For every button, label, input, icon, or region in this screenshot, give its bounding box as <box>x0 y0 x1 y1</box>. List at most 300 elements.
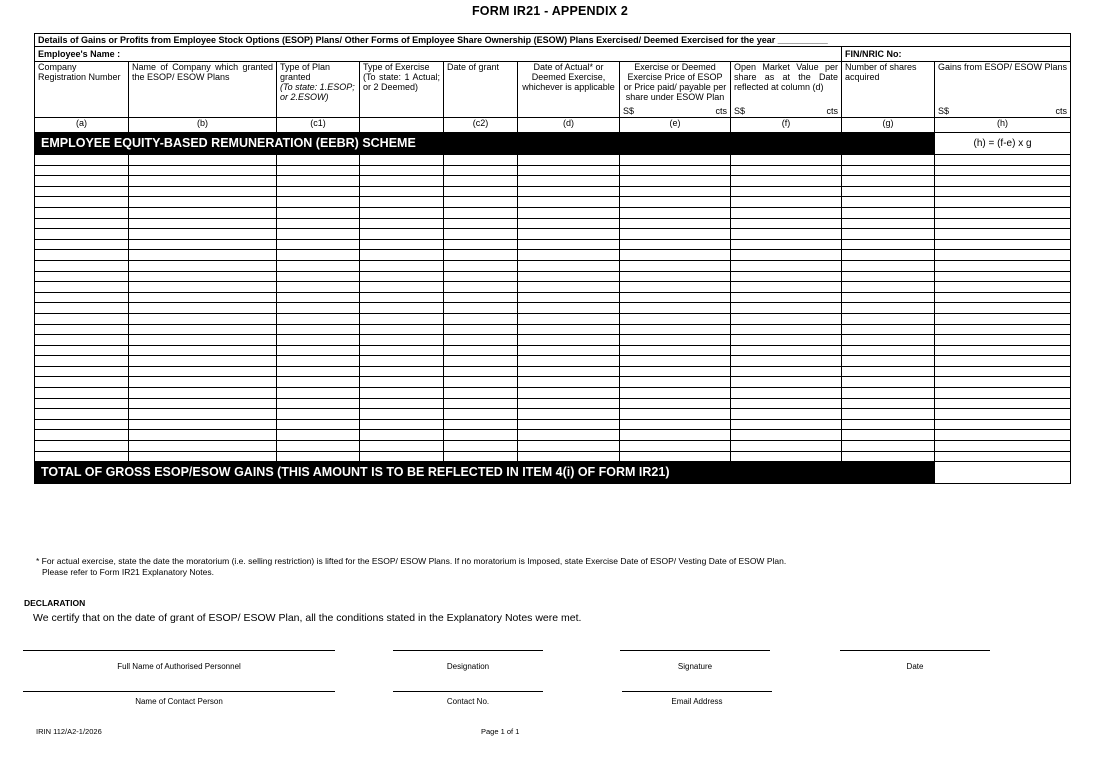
entry-cell[interactable] <box>277 303 360 314</box>
entry-cell[interactable] <box>842 430 935 441</box>
entry-cell[interactable] <box>518 335 620 346</box>
entry-cell[interactable] <box>842 441 935 452</box>
entry-cell[interactable] <box>35 165 129 176</box>
email-line[interactable] <box>622 691 772 692</box>
entry-cell[interactable] <box>842 398 935 409</box>
entry-cell[interactable] <box>277 377 360 388</box>
entry-cell[interactable] <box>277 441 360 452</box>
entry-cell[interactable] <box>277 197 360 208</box>
entry-cell[interactable] <box>444 165 518 176</box>
entry-cell[interactable] <box>35 239 129 250</box>
entry-cell[interactable] <box>842 303 935 314</box>
entry-cell[interactable] <box>35 398 129 409</box>
entry-cell[interactable] <box>620 430 731 441</box>
entry-cell[interactable] <box>444 229 518 240</box>
entry-cell[interactable] <box>842 366 935 377</box>
entry-cell[interactable] <box>129 239 277 250</box>
entry-cell[interactable] <box>35 176 129 187</box>
entry-cell[interactable] <box>935 239 1071 250</box>
entry-cell[interactable] <box>731 155 842 166</box>
entry-cell[interactable] <box>129 313 277 324</box>
entry-cell[interactable] <box>360 419 444 430</box>
entry-cell[interactable] <box>444 366 518 377</box>
entry-cell[interactable] <box>731 250 842 261</box>
entry-cell[interactable] <box>842 207 935 218</box>
entry-cell[interactable] <box>935 451 1071 462</box>
entry-cell[interactable] <box>731 324 842 335</box>
entry-cell[interactable] <box>518 186 620 197</box>
entry-cell[interactable] <box>731 388 842 399</box>
entry-cell[interactable] <box>129 345 277 356</box>
entry-cell[interactable] <box>360 197 444 208</box>
entry-cell[interactable] <box>935 366 1071 377</box>
entry-cell[interactable] <box>277 366 360 377</box>
entry-cell[interactable] <box>620 207 731 218</box>
entry-cell[interactable] <box>731 441 842 452</box>
entry-cell[interactable] <box>620 366 731 377</box>
entry-cell[interactable] <box>842 218 935 229</box>
entry-cell[interactable] <box>35 441 129 452</box>
contact-no-line[interactable] <box>393 691 543 692</box>
entry-cell[interactable] <box>360 155 444 166</box>
entry-cell[interactable] <box>935 303 1071 314</box>
entry-cell[interactable] <box>277 398 360 409</box>
entry-cell[interactable] <box>620 345 731 356</box>
entry-cell[interactable] <box>129 218 277 229</box>
entry-cell[interactable] <box>518 324 620 335</box>
entry-cell[interactable] <box>444 451 518 462</box>
entry-cell[interactable] <box>444 324 518 335</box>
entry-cell[interactable] <box>129 229 277 240</box>
entry-cell[interactable] <box>518 250 620 261</box>
entry-cell[interactable] <box>277 260 360 271</box>
entry-cell[interactable] <box>842 313 935 324</box>
entry-cell[interactable] <box>518 282 620 293</box>
entry-cell[interactable] <box>35 260 129 271</box>
entry-cell[interactable] <box>129 356 277 367</box>
entry-cell[interactable] <box>518 155 620 166</box>
entry-cell[interactable] <box>277 229 360 240</box>
entry-cell[interactable] <box>360 324 444 335</box>
entry-cell[interactable] <box>360 303 444 314</box>
entry-cell[interactable] <box>360 229 444 240</box>
entry-cell[interactable] <box>620 260 731 271</box>
entry-cell[interactable] <box>277 409 360 420</box>
entry-cell[interactable] <box>35 313 129 324</box>
entry-cell[interactable] <box>842 229 935 240</box>
entry-cell[interactable] <box>444 260 518 271</box>
entry-cell[interactable] <box>35 197 129 208</box>
entry-cell[interactable] <box>731 366 842 377</box>
entry-cell[interactable] <box>360 165 444 176</box>
entry-cell[interactable] <box>620 335 731 346</box>
entry-cell[interactable] <box>935 345 1071 356</box>
entry-cell[interactable] <box>360 176 444 187</box>
entry-cell[interactable] <box>620 324 731 335</box>
entry-cell[interactable] <box>935 250 1071 261</box>
entry-cell[interactable] <box>518 260 620 271</box>
entry-cell[interactable] <box>935 260 1071 271</box>
entry-cell[interactable] <box>129 260 277 271</box>
entry-cell[interactable] <box>935 409 1071 420</box>
entry-cell[interactable] <box>620 441 731 452</box>
entry-cell[interactable] <box>620 229 731 240</box>
entry-cell[interactable] <box>731 165 842 176</box>
entry-cell[interactable] <box>842 176 935 187</box>
entry-cell[interactable] <box>360 356 444 367</box>
entry-cell[interactable] <box>277 282 360 293</box>
entry-cell[interactable] <box>620 409 731 420</box>
entry-cell[interactable] <box>620 377 731 388</box>
entry-cell[interactable] <box>620 186 731 197</box>
entry-cell[interactable] <box>129 271 277 282</box>
entry-cell[interactable] <box>620 388 731 399</box>
full-name-line[interactable] <box>23 650 335 651</box>
entry-cell[interactable] <box>935 186 1071 197</box>
entry-cell[interactable] <box>842 356 935 367</box>
entry-cell[interactable] <box>277 155 360 166</box>
entry-cell[interactable] <box>518 441 620 452</box>
entry-cell[interactable] <box>35 356 129 367</box>
entry-cell[interactable] <box>129 197 277 208</box>
entry-cell[interactable] <box>35 324 129 335</box>
contact-person-line[interactable] <box>23 691 335 692</box>
entry-cell[interactable] <box>129 324 277 335</box>
entry-cell[interactable] <box>620 197 731 208</box>
entry-cell[interactable] <box>444 356 518 367</box>
entry-cell[interactable] <box>518 366 620 377</box>
entry-cell[interactable] <box>277 313 360 324</box>
entry-cell[interactable] <box>842 260 935 271</box>
entry-cell[interactable] <box>518 207 620 218</box>
entry-cell[interactable] <box>35 345 129 356</box>
entry-cell[interactable] <box>35 207 129 218</box>
entry-cell[interactable] <box>360 398 444 409</box>
entry-cell[interactable] <box>35 155 129 166</box>
entry-cell[interactable] <box>935 165 1071 176</box>
entry-cell[interactable] <box>518 176 620 187</box>
entry-cell[interactable] <box>620 356 731 367</box>
entry-cell[interactable] <box>444 398 518 409</box>
entry-cell[interactable] <box>935 292 1071 303</box>
entry-cell[interactable] <box>620 313 731 324</box>
entry-cell[interactable] <box>444 155 518 166</box>
date-line[interactable] <box>840 650 990 651</box>
entry-cell[interactable] <box>35 186 129 197</box>
entry-cell[interactable] <box>731 356 842 367</box>
entry-cell[interactable] <box>277 324 360 335</box>
entry-cell[interactable] <box>731 430 842 441</box>
entry-cell[interactable] <box>620 451 731 462</box>
entry-cell[interactable] <box>620 218 731 229</box>
entry-cell[interactable] <box>360 282 444 293</box>
entry-cell[interactable] <box>129 207 277 218</box>
entry-cell[interactable] <box>277 419 360 430</box>
entry-cell[interactable] <box>444 282 518 293</box>
entry-cell[interactable] <box>731 398 842 409</box>
entry-cell[interactable] <box>935 388 1071 399</box>
entry-cell[interactable] <box>935 155 1071 166</box>
entry-cell[interactable] <box>518 271 620 282</box>
entry-cell[interactable] <box>277 239 360 250</box>
entry-cell[interactable] <box>935 197 1071 208</box>
entry-cell[interactable] <box>518 229 620 240</box>
entry-cell[interactable] <box>518 345 620 356</box>
entry-cell[interactable] <box>35 250 129 261</box>
entry-cell[interactable] <box>935 218 1071 229</box>
entry-cell[interactable] <box>277 430 360 441</box>
entry-cell[interactable] <box>518 218 620 229</box>
entry-cell[interactable] <box>935 313 1071 324</box>
entry-cell[interactable] <box>360 271 444 282</box>
entry-cell[interactable] <box>620 176 731 187</box>
entry-cell[interactable] <box>518 377 620 388</box>
entry-cell[interactable] <box>731 345 842 356</box>
entry-cell[interactable] <box>731 218 842 229</box>
entry-cell[interactable] <box>277 218 360 229</box>
entry-cell[interactable] <box>444 335 518 346</box>
entry-cell[interactable] <box>360 239 444 250</box>
entry-cell[interactable] <box>129 282 277 293</box>
entry-cell[interactable] <box>518 303 620 314</box>
entry-cell[interactable] <box>842 335 935 346</box>
entry-cell[interactable] <box>518 292 620 303</box>
entry-cell[interactable] <box>35 292 129 303</box>
entry-cell[interactable] <box>129 335 277 346</box>
entry-cell[interactable] <box>731 186 842 197</box>
entry-cell[interactable] <box>277 356 360 367</box>
entry-cell[interactable] <box>129 441 277 452</box>
entry-cell[interactable] <box>35 335 129 346</box>
entry-cell[interactable] <box>731 176 842 187</box>
entry-cell[interactable] <box>620 292 731 303</box>
entry-cell[interactable] <box>518 239 620 250</box>
entry-cell[interactable] <box>277 186 360 197</box>
entry-cell[interactable] <box>360 207 444 218</box>
entry-cell[interactable] <box>444 388 518 399</box>
entry-cell[interactable] <box>444 430 518 441</box>
entry-cell[interactable] <box>129 451 277 462</box>
entry-cell[interactable] <box>444 419 518 430</box>
entry-cell[interactable] <box>731 303 842 314</box>
entry-cell[interactable] <box>360 250 444 261</box>
entry-cell[interactable] <box>620 250 731 261</box>
entry-cell[interactable] <box>518 313 620 324</box>
entry-cell[interactable] <box>842 388 935 399</box>
entry-cell[interactable] <box>444 186 518 197</box>
entry-cell[interactable] <box>731 377 842 388</box>
entry-cell[interactable] <box>35 366 129 377</box>
entry-cell[interactable] <box>935 356 1071 367</box>
entry-cell[interactable] <box>518 419 620 430</box>
entry-cell[interactable] <box>731 409 842 420</box>
entry-cell[interactable] <box>35 451 129 462</box>
entry-cell[interactable] <box>935 430 1071 441</box>
entry-cell[interactable] <box>360 388 444 399</box>
entry-cell[interactable] <box>731 313 842 324</box>
entry-cell[interactable] <box>518 388 620 399</box>
entry-cell[interactable] <box>277 250 360 261</box>
entry-cell[interactable] <box>518 451 620 462</box>
entry-cell[interactable] <box>129 430 277 441</box>
entry-cell[interactable] <box>129 155 277 166</box>
entry-cell[interactable] <box>360 313 444 324</box>
entry-cell[interactable] <box>129 388 277 399</box>
entry-cell[interactable] <box>620 282 731 293</box>
entry-cell[interactable] <box>518 197 620 208</box>
entry-cell[interactable] <box>444 197 518 208</box>
entry-cell[interactable] <box>935 282 1071 293</box>
entry-cell[interactable] <box>277 451 360 462</box>
entry-cell[interactable] <box>935 176 1071 187</box>
entry-cell[interactable] <box>842 377 935 388</box>
signature-line[interactable] <box>620 650 770 651</box>
entry-cell[interactable] <box>842 165 935 176</box>
entry-cell[interactable] <box>731 197 842 208</box>
entry-cell[interactable] <box>444 239 518 250</box>
entry-cell[interactable] <box>842 324 935 335</box>
entry-cell[interactable] <box>129 409 277 420</box>
entry-cell[interactable] <box>935 377 1071 388</box>
entry-cell[interactable] <box>129 398 277 409</box>
employee-name-field[interactable]: Employee's Name : <box>35 47 842 62</box>
entry-cell[interactable] <box>444 409 518 420</box>
entry-cell[interactable] <box>360 409 444 420</box>
entry-cell[interactable] <box>731 335 842 346</box>
entry-cell[interactable] <box>935 419 1071 430</box>
entry-cell[interactable] <box>129 303 277 314</box>
entry-cell[interactable] <box>731 451 842 462</box>
entry-cell[interactable] <box>842 197 935 208</box>
entry-cell[interactable] <box>360 366 444 377</box>
entry-cell[interactable] <box>935 324 1071 335</box>
entry-cell[interactable] <box>731 271 842 282</box>
entry-cell[interactable] <box>360 335 444 346</box>
entry-cell[interactable] <box>935 441 1071 452</box>
entry-cell[interactable] <box>620 271 731 282</box>
entry-cell[interactable] <box>935 207 1071 218</box>
entry-cell[interactable] <box>360 430 444 441</box>
entry-cell[interactable] <box>360 186 444 197</box>
entry-cell[interactable] <box>518 398 620 409</box>
entry-cell[interactable] <box>129 419 277 430</box>
entry-cell[interactable] <box>35 430 129 441</box>
entry-cell[interactable] <box>360 218 444 229</box>
entry-cell[interactable] <box>842 250 935 261</box>
entry-cell[interactable] <box>444 377 518 388</box>
entry-cell[interactable] <box>620 398 731 409</box>
entry-cell[interactable] <box>935 271 1071 282</box>
entry-cell[interactable] <box>620 303 731 314</box>
entry-cell[interactable] <box>444 176 518 187</box>
entry-cell[interactable] <box>444 207 518 218</box>
entry-cell[interactable] <box>129 377 277 388</box>
entry-cell[interactable] <box>842 345 935 356</box>
entry-cell[interactable] <box>842 155 935 166</box>
entry-cell[interactable] <box>360 345 444 356</box>
entry-cell[interactable] <box>842 292 935 303</box>
designation-line[interactable] <box>393 650 543 651</box>
entry-cell[interactable] <box>731 260 842 271</box>
entry-cell[interactable] <box>842 451 935 462</box>
entry-cell[interactable] <box>35 282 129 293</box>
entry-cell[interactable] <box>444 250 518 261</box>
entry-cell[interactable] <box>444 292 518 303</box>
entry-cell[interactable] <box>842 239 935 250</box>
entry-cell[interactable] <box>277 292 360 303</box>
entry-cell[interactable] <box>620 155 731 166</box>
entry-cell[interactable] <box>129 292 277 303</box>
entry-cell[interactable] <box>129 250 277 261</box>
entry-cell[interactable] <box>35 388 129 399</box>
entry-cell[interactable] <box>35 377 129 388</box>
entry-cell[interactable] <box>444 271 518 282</box>
entry-cell[interactable] <box>277 271 360 282</box>
entry-cell[interactable] <box>731 419 842 430</box>
entry-cell[interactable] <box>360 451 444 462</box>
entry-cell[interactable] <box>277 207 360 218</box>
entry-cell[interactable] <box>620 239 731 250</box>
entry-cell[interactable] <box>129 165 277 176</box>
entry-cell[interactable] <box>518 165 620 176</box>
entry-cell[interactable] <box>731 239 842 250</box>
entry-cell[interactable] <box>277 345 360 356</box>
entry-cell[interactable] <box>35 409 129 420</box>
entry-cell[interactable] <box>842 282 935 293</box>
entry-cell[interactable] <box>731 282 842 293</box>
entry-cell[interactable] <box>842 271 935 282</box>
fin-nric-field[interactable]: FIN/NRIC No: <box>842 47 1071 62</box>
entry-cell[interactable] <box>518 356 620 367</box>
entry-cell[interactable] <box>935 229 1071 240</box>
entry-cell[interactable] <box>35 229 129 240</box>
entry-cell[interactable] <box>444 313 518 324</box>
entry-cell[interactable] <box>731 292 842 303</box>
entry-cell[interactable] <box>518 409 620 420</box>
entry-cell[interactable] <box>731 207 842 218</box>
entry-cell[interactable] <box>129 176 277 187</box>
entry-cell[interactable] <box>842 419 935 430</box>
entry-cell[interactable] <box>731 229 842 240</box>
entry-cell[interactable] <box>360 260 444 271</box>
entry-cell[interactable] <box>620 419 731 430</box>
total-gains-cell[interactable] <box>935 462 1071 484</box>
entry-cell[interactable] <box>360 377 444 388</box>
entry-cell[interactable] <box>35 303 129 314</box>
entry-cell[interactable] <box>620 165 731 176</box>
entry-cell[interactable] <box>842 186 935 197</box>
entry-cell[interactable] <box>360 292 444 303</box>
entry-cell[interactable] <box>935 335 1071 346</box>
entry-cell[interactable] <box>935 398 1071 409</box>
entry-cell[interactable] <box>444 303 518 314</box>
entry-cell[interactable] <box>35 271 129 282</box>
entry-cell[interactable] <box>444 345 518 356</box>
entry-cell[interactable] <box>277 335 360 346</box>
entry-cell[interactable] <box>360 441 444 452</box>
entry-cell[interactable] <box>518 430 620 441</box>
entry-cell[interactable] <box>277 165 360 176</box>
entry-cell[interactable] <box>444 441 518 452</box>
entry-cell[interactable] <box>277 176 360 187</box>
entry-cell[interactable] <box>35 419 129 430</box>
entry-cell[interactable] <box>35 218 129 229</box>
entry-cell[interactable] <box>842 409 935 420</box>
entry-cell[interactable] <box>277 388 360 399</box>
entry-cell[interactable] <box>129 366 277 377</box>
entry-cell[interactable] <box>129 186 277 197</box>
entry-cell[interactable] <box>444 218 518 229</box>
